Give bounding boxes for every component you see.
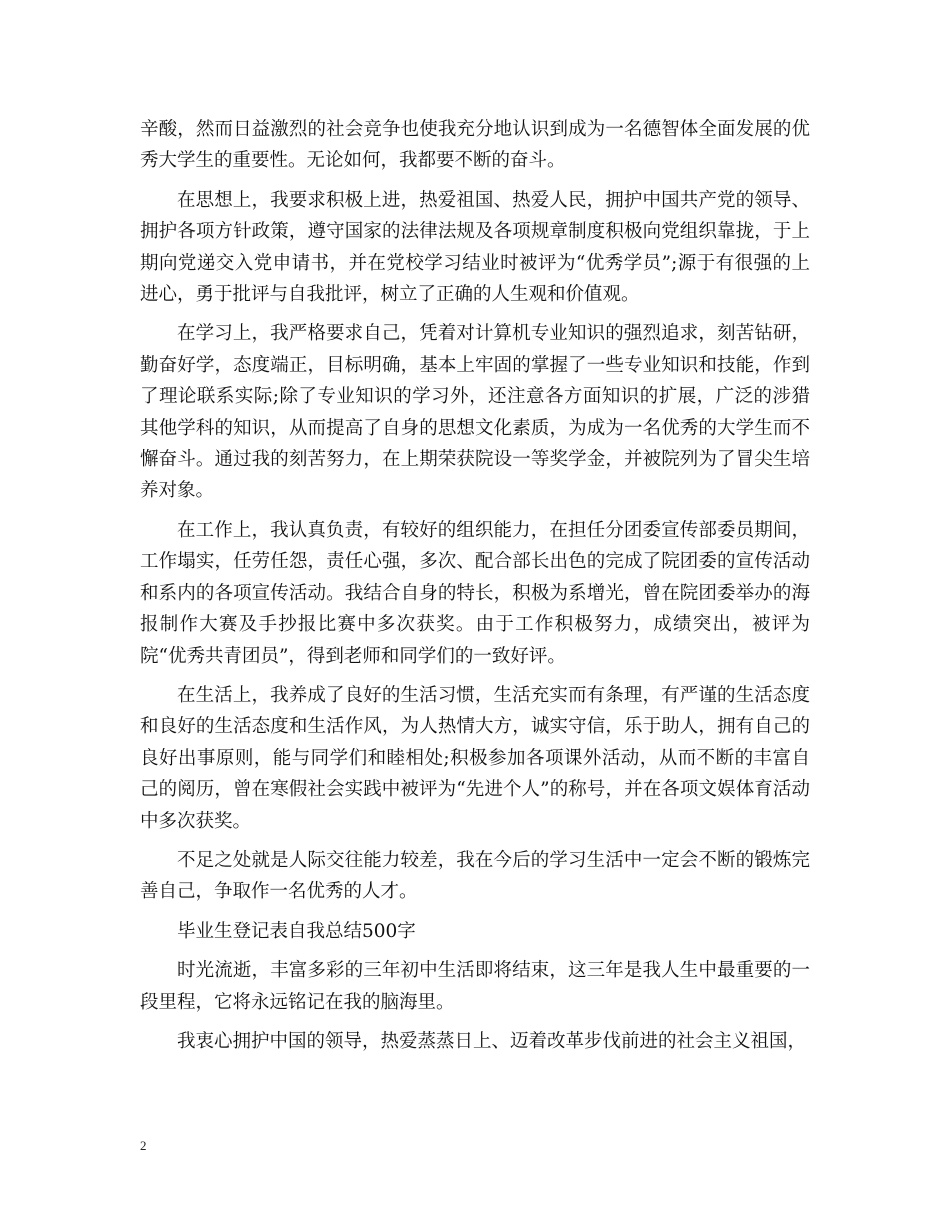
paragraph-continuation: 辛酸，然而日益激烈的社会竞争也使我充分地认识到成为一名德智体全面发展的优秀大学生的重要性。无论如何，我都要不断的奋斗。: [140, 119, 810, 172]
document-body: [140, 114, 810, 1065]
section-heading: 毕业生登记表自我总结500字: [177, 920, 416, 942]
page-number: 2: [140, 1138, 147, 1153]
paragraph-support: 我衷心拥护中国的领导，热爱蒸蒸日上、迈着改革步伐前进的社会主义祖国，: [177, 1030, 807, 1052]
paragraph-time-passes: 时光流逝，丰富多彩的三年初中生活即将结束，这三年是我人生中最重要的一段里程，它将永远铭记在我的脑海里。: [140, 960, 810, 1013]
paragraph-study: 在学习上，我严格要求自己，凭着对计算机专业知识的强烈追求，刻苦钻研，勤奋好学，态度端正，目标明确，基本上牢固的掌握了一些专业知识和技能，作到了理论联系实际;除了专业知识的学习外，还注意各方面知识的扩展，广泛的涉猎其他学科的知识，从而提高了自身的思想文化素质，为成为一名优秀的大学生而不懈奋斗。通过我的刻苦努力，在上期荣获院设一等奖学金，并被院列为了冒尖生培养对象。: [140, 323, 810, 502]
paragraph-shortcomings: 不足之处就是人际交往能力较差，我在今后的学习生活中一定会不断的锻炼完善自己，争取作一名优秀的人才。: [140, 849, 810, 903]
paragraph-work: 在工作上，我认真负责，有较好的组织能力，在担任分团委宣传部委员期间，工作塌实，任劳任怨，责任心强，多次、配合部长出色的完成了院团委的宣传活动和系内的各项宣传活动。我结合自身的特长，积极为系增光，曾在院团委举办的海报制作大赛及手抄报比赛中多次获奖。由于工作积极努力，成绩突出，被评为院“优秀共青团员”，得到老师和同学们的一致好评。: [140, 519, 810, 667]
paragraph-ideology: 在思想上，我要求积极上进，热爱祖国、热爱人民，拥护中国共产党的领导、拥护各项方针政策，遵守国家的法律法规及各项规章制度积极向党组织靠拢，于上期向党递交入党申请书，并在党校学习结业时被评为“优秀学员”;源于有很强的上进心，勇于批评与自我批评，树立了正确的人生观和价值观。: [140, 189, 810, 306]
paragraph-life: 在生活上，我养成了良好的生活习惯，生活充实而有条理，有严谨的生活态度和良好的生活态度和生活作风，为人热情大方，诚实守信，乐于助人，拥有自己的良好出事原则，能与同学们和睦相处;积极参加各项课外活动，从而不断的丰富自己的阅历，曾在寒假社会实践中被评为“先进个人”的称号，并在各项文娱体育活动中多次获奖。: [140, 684, 810, 832]
